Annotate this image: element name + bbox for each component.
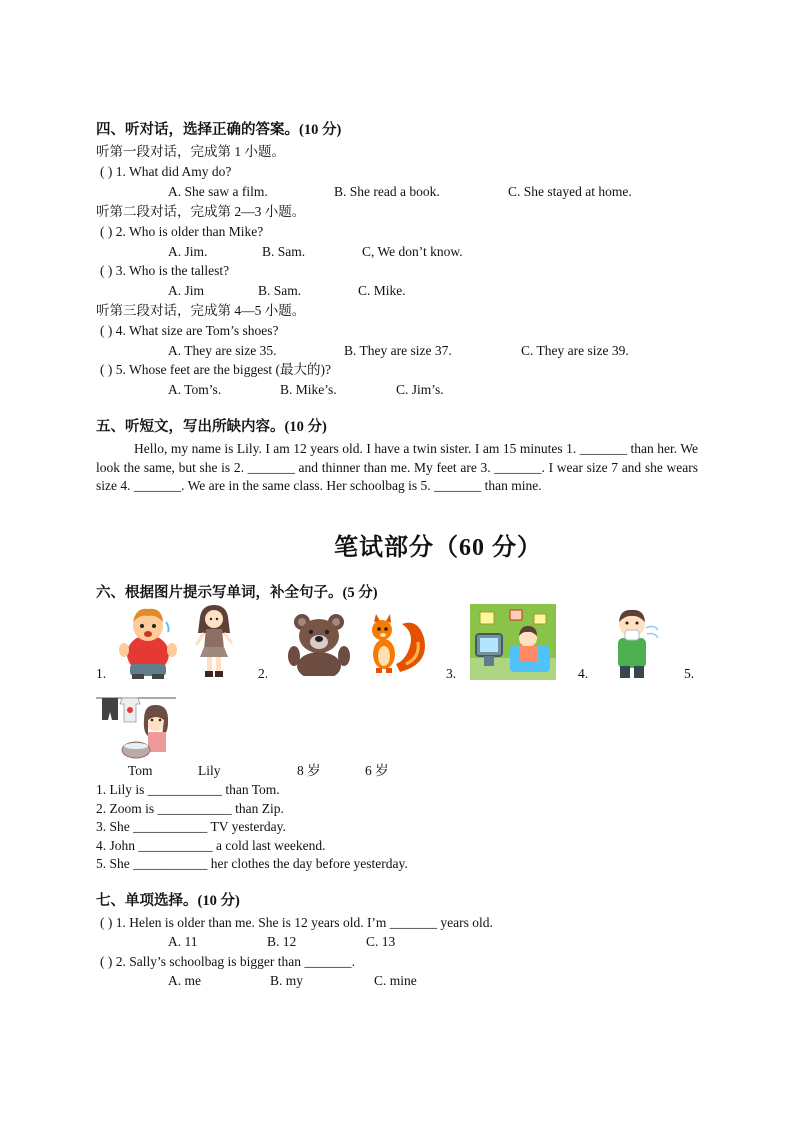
option-a[interactable]: A. Tom’s. bbox=[168, 382, 222, 397]
picture-number: 1. bbox=[96, 666, 107, 681]
woman-washing-clothes-illustration bbox=[96, 690, 176, 760]
option-b[interactable]: B. Sam. bbox=[262, 244, 306, 259]
option-c[interactable]: C, We don’t know. bbox=[362, 244, 463, 259]
slim-girl-illustration bbox=[190, 603, 238, 679]
picture-number: 4. bbox=[578, 666, 589, 681]
option-b[interactable]: B. 12 bbox=[267, 934, 297, 949]
section6-heading: 六、根据图片提示写单词，补全句子。(5 分) bbox=[96, 585, 378, 601]
chubby-boy-illustration bbox=[116, 604, 180, 680]
picture-number: 5. bbox=[684, 666, 695, 681]
question-stem: ( ) 3. Who is the tallest? bbox=[100, 263, 230, 278]
option-a[interactable]: A. Jim bbox=[168, 283, 205, 298]
section4-part3: 听第三段对话，完成第 4—5 小题。 bbox=[96, 303, 306, 318]
option-a[interactable]: A. 11 bbox=[168, 934, 198, 949]
caption-age-bear: 8 岁 bbox=[297, 763, 321, 778]
option-a[interactable]: A. me bbox=[168, 973, 201, 988]
option-c[interactable]: C. Jim’s. bbox=[396, 382, 444, 397]
caption-lily: Lily bbox=[198, 763, 221, 778]
bear-illustration bbox=[284, 610, 354, 676]
option-c[interactable]: C. mine bbox=[374, 973, 417, 988]
picture-number: 3. bbox=[446, 666, 457, 681]
option-a[interactable]: A. She saw a film. bbox=[168, 184, 268, 199]
section4-part2: 听第二段对话，完成第 2—3 小题。 bbox=[96, 204, 306, 219]
fill-in-sentence[interactable]: 3. She ___________ TV yesterday. bbox=[96, 819, 286, 834]
written-part-title: 笔试部分（60 分） bbox=[334, 535, 542, 561]
squirrel-illustration bbox=[360, 614, 430, 676]
option-c[interactable]: C. Mike. bbox=[358, 283, 406, 298]
question-stem: ( ) 4. What size are Tom’s shoes? bbox=[100, 323, 279, 338]
section7-heading: 七、单项选择。(10 分) bbox=[96, 893, 240, 909]
option-a[interactable]: A. They are size 35. bbox=[168, 343, 277, 358]
section5-heading: 五、听短文，写出所缺内容。(10 分) bbox=[96, 419, 327, 435]
listening-passage: Hello, my name is Lily. I am 12 years old. I have a twin sister. I am 15 minutes 1. _______ than her. We look the same, but she is 2. _______ and thinner than me. My feet are 3. _______. I wear size 7 and she wears size 4. _______. We are in the same class. Her schoolbag is 5. _______ than mine. bbox=[96, 441, 698, 493]
caption-age-squirrel: 6 岁 bbox=[365, 763, 389, 778]
question-stem: ( ) 1. What did Amy do? bbox=[100, 164, 232, 179]
question-stem: ( ) 1. Helen is older than me. She is 12 years old. I’m _______ years old. bbox=[100, 915, 493, 930]
section4-part1: 听第一段对话，完成第 1 小题。 bbox=[96, 144, 285, 159]
fill-in-sentence[interactable]: 2. Zoom is ___________ than Zip. bbox=[96, 801, 284, 816]
question-stem: ( ) 2. Sally’s schoolbag is bigger than _______. bbox=[100, 954, 355, 969]
option-b[interactable]: B. Mike’s. bbox=[280, 382, 337, 397]
option-b[interactable]: B. my bbox=[270, 973, 304, 988]
girl-watching-tv-illustration bbox=[470, 604, 556, 680]
section4-heading: 四、听对话，选择正确的答案。(10 分) bbox=[96, 122, 342, 138]
fill-in-sentence[interactable]: 5. She ___________ her clothes the day before yesterday. bbox=[96, 856, 408, 871]
question-stem: ( ) 5. Whose feet are the biggest (最大的)? bbox=[100, 362, 332, 377]
option-c[interactable]: C. She stayed at home. bbox=[508, 184, 632, 199]
picture-number: 2. bbox=[258, 666, 269, 681]
option-b[interactable]: B. She read a book. bbox=[334, 184, 440, 199]
option-c[interactable]: C. They are size 39. bbox=[521, 343, 629, 358]
option-b[interactable]: B. They are size 37. bbox=[344, 343, 452, 358]
fill-in-sentence[interactable]: 4. John ___________ a cold last weekend. bbox=[96, 838, 326, 853]
option-c[interactable]: C. 13 bbox=[366, 934, 396, 949]
option-b[interactable]: B. Sam. bbox=[258, 283, 302, 298]
boy-sneezing-illustration bbox=[600, 604, 664, 680]
question-stem: ( ) 2. Who is older than Mike? bbox=[100, 224, 264, 239]
option-a[interactable]: A. Jim. bbox=[168, 244, 208, 259]
fill-in-sentence[interactable]: 1. Lily is ___________ than Tom. bbox=[96, 782, 280, 797]
caption-tom: Tom bbox=[128, 763, 153, 778]
